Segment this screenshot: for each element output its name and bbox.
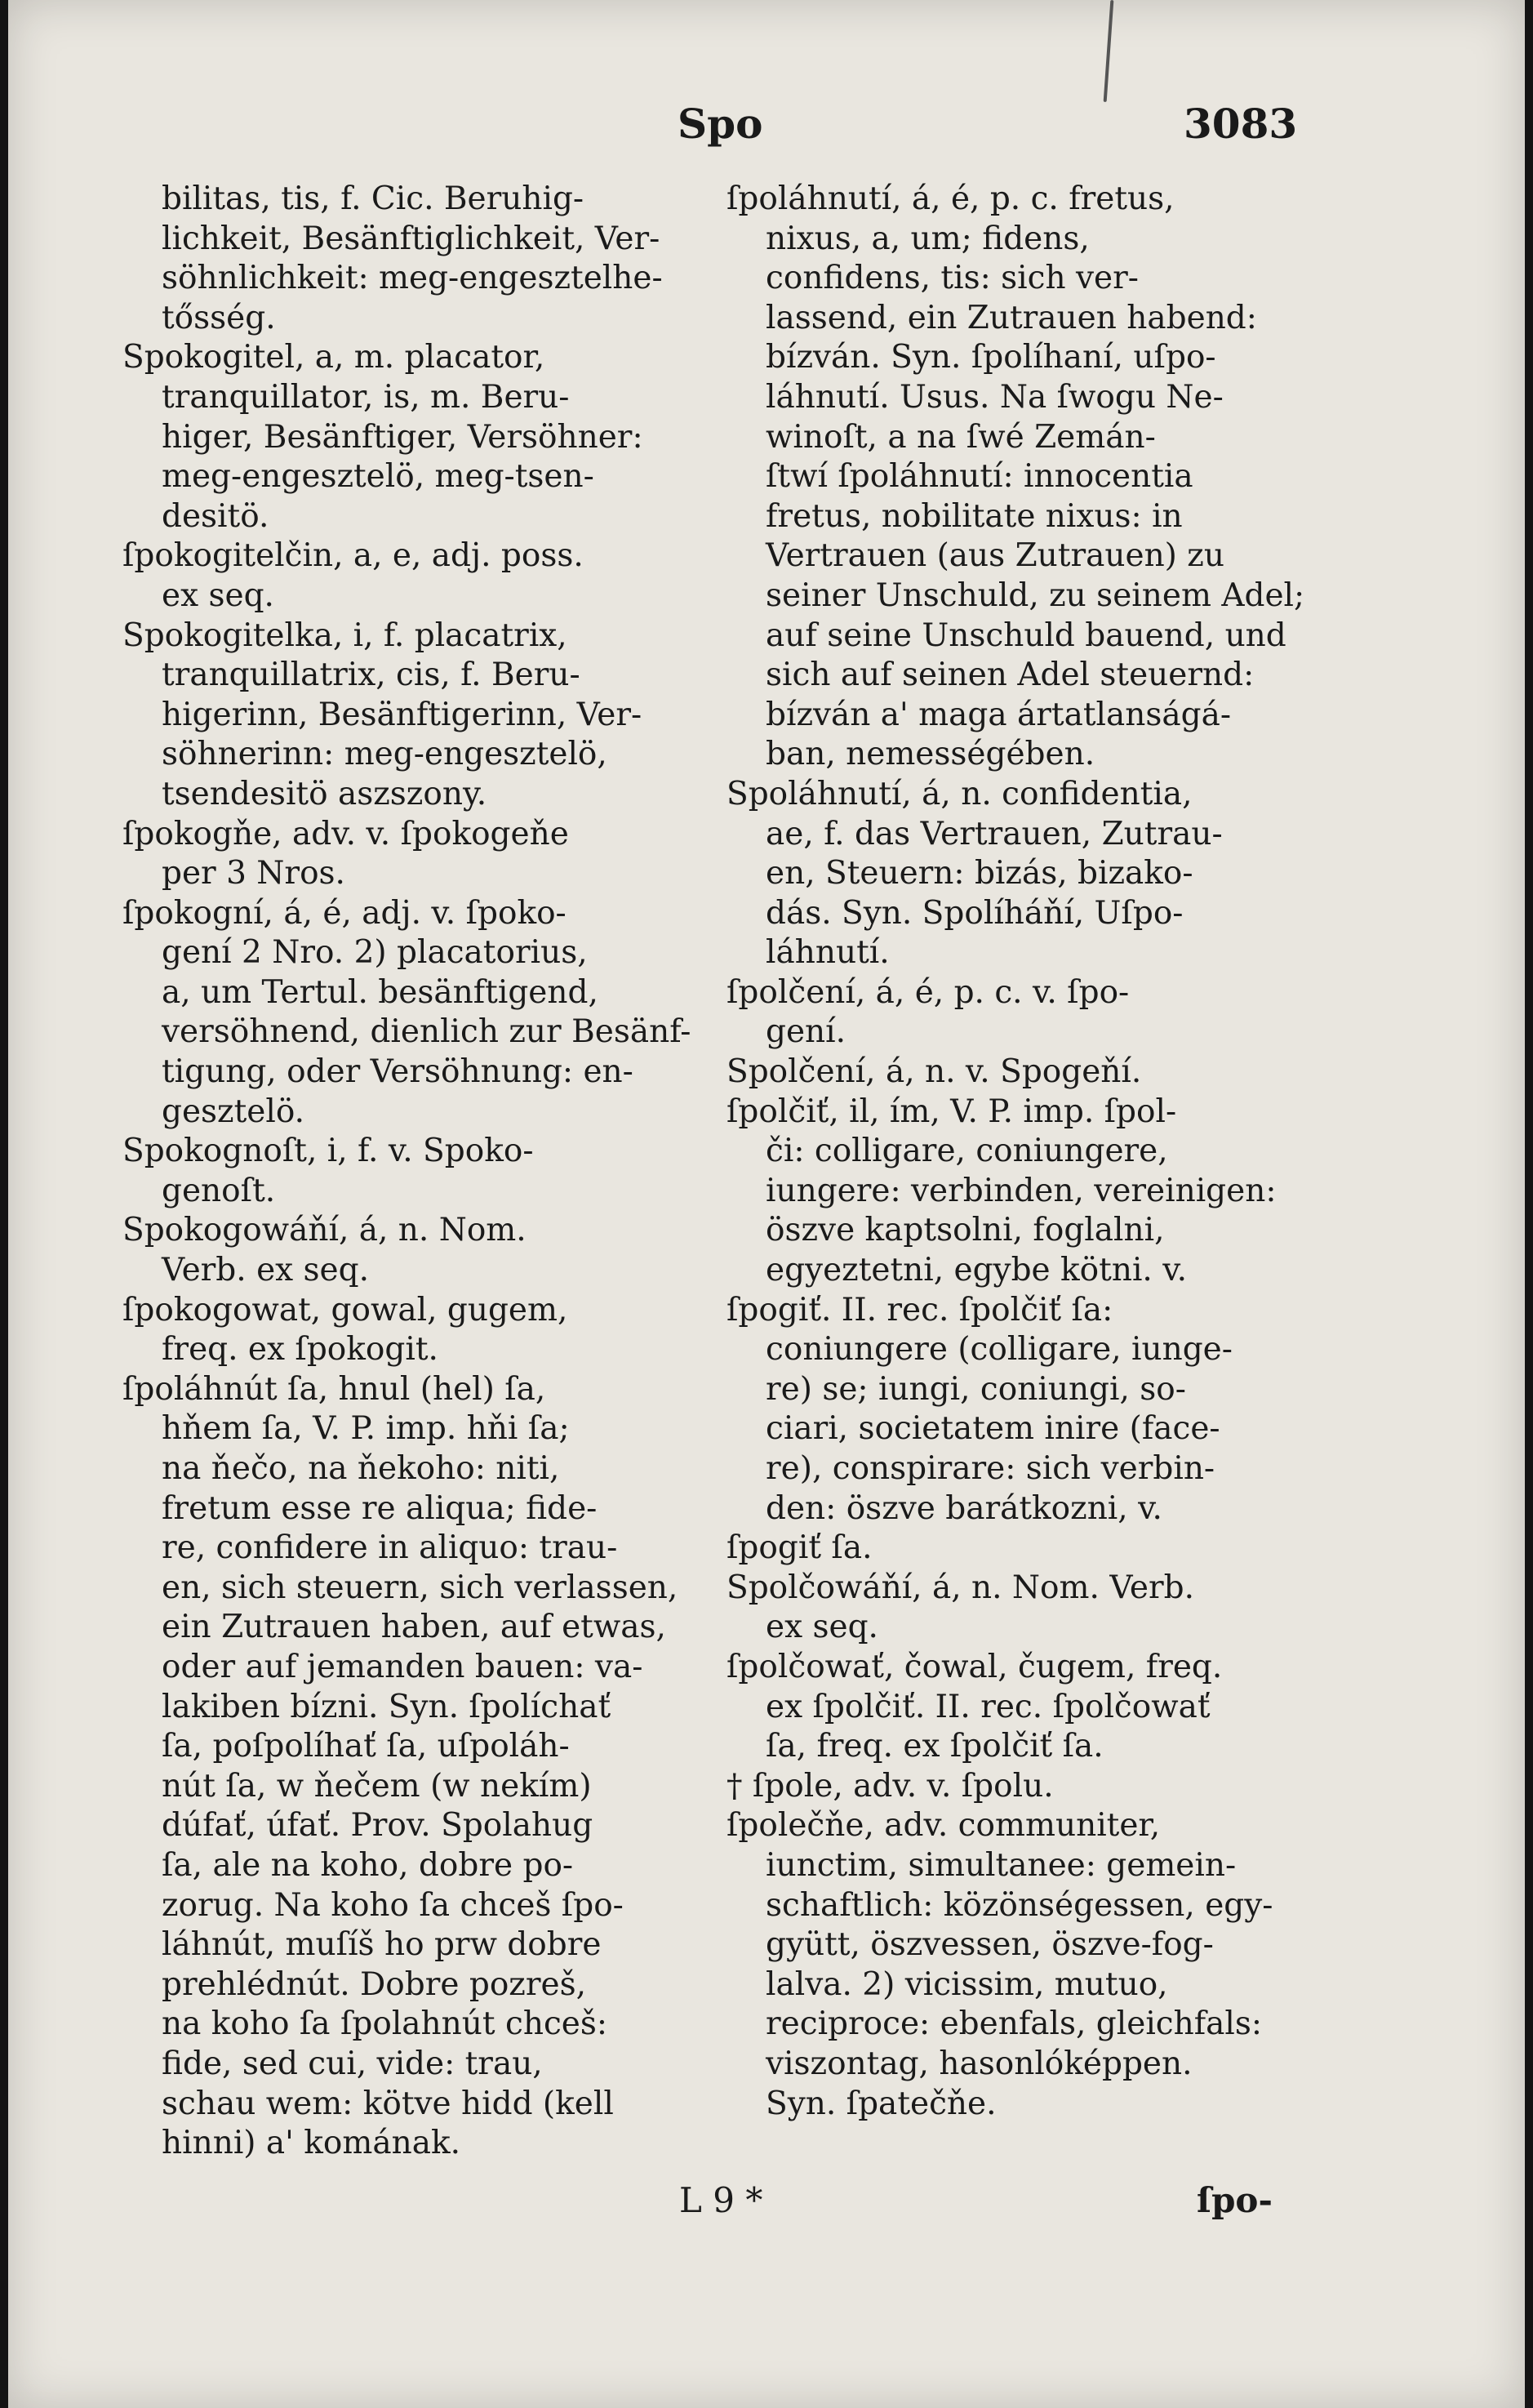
text-line: Vertrauen (aus Zutrauen) zu xyxy=(766,537,1224,575)
catchword: ſpo- xyxy=(1197,2180,1273,2220)
text-line: ſpogiť ſa. xyxy=(727,1529,873,1567)
text-line: ſpolčení, á, é, p. c. v. ſpo- xyxy=(727,973,1130,1011)
text-line: láhnút, muſíš ho prw dobre xyxy=(162,1926,602,1964)
text-line: zorug. Na koho ſa chceš ſpo- xyxy=(162,1886,624,1924)
text-line: ſpogiť. II. rec. ſpolčiť ſa: xyxy=(727,1291,1113,1329)
text-line: lalva. 2) vicissim, mutuo, xyxy=(766,1965,1168,2003)
text-line: söhnerinn: meg-engesztelö, xyxy=(162,736,607,773)
text-line: ex seq. xyxy=(162,576,274,614)
text-line: ſpokogitelčin, a, e, adj. poss. xyxy=(122,537,584,575)
text-line: versöhnend, dienlich zur Besänf- xyxy=(162,1013,691,1051)
text-line: ſpokogní, á, é, adj. v. ſpoko- xyxy=(122,894,567,932)
text-line: coniungere (colligare, iunge- xyxy=(766,1331,1233,1369)
running-head-word: Spo xyxy=(678,100,763,148)
text-line: winoſt, a na ſwé Zemán- xyxy=(766,418,1156,456)
text-line: gesztelö. xyxy=(162,1093,305,1130)
text-line: desitö. xyxy=(162,497,269,535)
text-line: tigung, oder Versöhnung: en- xyxy=(162,1053,633,1091)
text-line: tranquillatrix, cis, f. Beru- xyxy=(162,657,580,694)
text-line: genoſt. xyxy=(162,1172,276,1209)
dictionary-page xyxy=(8,0,1525,2408)
text-line: Spoláhnutí, á, n. confidentia, xyxy=(727,775,1193,812)
text-line: oder auf jemanden bauen: va- xyxy=(162,1648,643,1685)
text-line: fretum esse re aliqua; fide- xyxy=(162,1489,598,1527)
text-line: viszontag, hasonlóképpen. xyxy=(766,2045,1193,2082)
text-line: reciproce: ebenfals, gleichfals: xyxy=(766,2005,1263,2043)
text-line: gení 2 Nro. 2) placatorius, xyxy=(162,934,588,972)
text-line: gyütt, öszvessen, öszve-fog- xyxy=(766,1926,1214,1964)
text-line: nút ſa, w ňečem (w nekím) xyxy=(162,1767,592,1805)
text-line: ſpolčowať, čowal, čugem, freq. xyxy=(727,1648,1223,1685)
text-line: Spokogitelka, i, f. placatrix, xyxy=(122,616,567,654)
text-line: na koho ſa ſpolahnút chceš: xyxy=(162,2005,608,2043)
text-line: Spolčení, á, n. v. Spogeňí. xyxy=(727,1053,1142,1091)
text-line: fretus, nobilitate nixus: in xyxy=(766,497,1183,535)
text-line: Spolčowáňí, á, n. Nom. Verb. xyxy=(727,1569,1194,1606)
text-line: ſtwí ſpoláhnutí: innocentia xyxy=(766,458,1193,496)
right-column xyxy=(727,180,1314,2124)
text-line: ſpokogňe, adv. v. ſpokogeňe xyxy=(122,815,569,852)
text-line: auf seine Unschuld bauend, und xyxy=(766,616,1286,654)
text-line: confidens, tis: sich ver- xyxy=(766,260,1139,297)
text-line: ein Zutrauen haben, auf etwas, xyxy=(162,1609,666,1646)
text-line: öszve kaptsolni, foglalni, xyxy=(766,1212,1165,1249)
text-line: Syn. ſpatečňe. xyxy=(766,2085,997,2122)
text-line: en, sich steuern, sich verlassen, xyxy=(162,1569,678,1606)
text-line: ban, nemességében. xyxy=(766,736,1095,773)
text-line: ſa, freq. ex ſpolčiť ſa. xyxy=(766,1728,1104,1765)
text-line: meg-engesztelö, meg-tsen- xyxy=(162,458,594,496)
text-line: bízván a' maga ártatlanságá- xyxy=(766,696,1231,733)
text-line: na ňečo, na ňekoho: niti, xyxy=(162,1450,560,1487)
text-line: či: colligare, coniungere, xyxy=(766,1133,1168,1170)
text-line: iunctim, simultanee: gemein- xyxy=(766,1846,1237,1884)
text-line: en, Steuern: bizás, bizako- xyxy=(766,855,1193,892)
text-line: láhnutí. xyxy=(766,934,890,972)
text-line: higerinn, Besänftigerinn, Ver- xyxy=(162,696,642,733)
text-line: schau wem: kötve hidd (kell xyxy=(162,2085,614,2122)
text-line: ſpoláhnutí, á, é, p. c. fretus, xyxy=(727,180,1175,217)
text-line: Spokognoſt, i, f. v. Spoko- xyxy=(122,1133,534,1170)
text-line: nixus, a, um; fidens, xyxy=(766,220,1090,257)
text-line: Spokogowáňí, á, n. Nom. xyxy=(122,1212,527,1249)
text-line: tsendesitö aszszony. xyxy=(162,775,487,812)
text-line: ſpolčiť, il, ím, V. P. imp. ſpol- xyxy=(727,1093,1177,1130)
text-line: lichkeit, Besänftiglichkeit, Ver- xyxy=(162,220,660,257)
text-line: schaftlich: közönségessen, egy- xyxy=(766,1886,1273,1924)
text-line: ex seq. xyxy=(766,1609,878,1646)
text-line: freq. ex ſpokogit. xyxy=(162,1331,438,1369)
text-line: ſpoláhnút ſa, hnul (hel) ſa, xyxy=(122,1370,546,1408)
text-line: hňem ſa, V. P. imp. hňi ſa; xyxy=(162,1410,570,1448)
text-line: söhnlichkeit: meg-engesztelhe- xyxy=(162,260,663,297)
text-line: tranquillator, is, m. Beru- xyxy=(162,378,570,416)
text-line: higer, Besänftiger, Versöhner: xyxy=(162,418,643,456)
page-crease-mark xyxy=(1104,0,1114,102)
text-line: Verb. ex seq. xyxy=(162,1252,369,1289)
text-line: dúfať, úfať. Prov. Spolahug xyxy=(162,1807,593,1845)
text-line: sich auf seinen Adel steuernd: xyxy=(766,657,1255,694)
text-line: gení. xyxy=(766,1013,846,1051)
text-line: ſa, ale na koho, dobre po- xyxy=(162,1846,574,1884)
text-line: ſa, poſpolíhať ſa, uſpoláh- xyxy=(162,1728,570,1765)
text-line: prehlédnút. Dobre pozreš, xyxy=(162,1965,586,2003)
text-line: re), conspirare: sich verbin- xyxy=(766,1450,1215,1487)
text-line: fide, sed cui, vide: trau, xyxy=(162,2045,543,2082)
text-line: iungere: verbinden, vereinigen: xyxy=(766,1172,1277,1209)
text-line: ex ſpolčiť. II. rec. ſpolčowať xyxy=(766,1688,1211,1725)
text-line: Spokogitel, a, m. placator, xyxy=(122,339,545,376)
left-column xyxy=(122,180,710,2164)
signature-mark: L 9 * xyxy=(679,2180,763,2220)
text-line: ciari, societatem inire (face- xyxy=(766,1410,1220,1448)
text-line: egyeztetni, egybe kötni. v. xyxy=(766,1252,1188,1289)
text-line: per 3 Nros. xyxy=(162,855,345,892)
text-line: bilitas, tis, f. Cic. Beruhig- xyxy=(162,180,584,217)
text-line: den: öszve barátkozni, v. xyxy=(766,1489,1162,1527)
text-line: re) se; iungi, coniungi, so- xyxy=(766,1370,1186,1408)
text-line: dás. Syn. Spolíháňí, Uſpo- xyxy=(766,894,1184,932)
text-line: † ſpole, adv. v. ſpolu. xyxy=(727,1767,1054,1805)
page-number: 3083 xyxy=(1184,100,1298,148)
text-line: ſpokogowat, gowal, gugem, xyxy=(122,1291,568,1329)
text-line: seiner Unschuld, zu seinem Adel; xyxy=(766,576,1305,614)
text-line: a, um Tertul. besänftigend, xyxy=(162,973,598,1011)
text-line: lassend, ein Zutrauen habend: xyxy=(766,299,1257,336)
text-line: hinni) a' komának. xyxy=(162,2125,461,2162)
text-line: lakiben bízni. Syn. ſpolíchať xyxy=(162,1688,611,1725)
text-line: bízván. Syn. ſpolíhaní, uſpo- xyxy=(766,339,1216,376)
text-line: re, confidere in aliquo: trau- xyxy=(162,1529,618,1567)
text-line: ae, f. das Vertrauen, Zutrau- xyxy=(766,815,1223,852)
text-line: ſpolečňe, adv. communiter, xyxy=(727,1807,1161,1845)
text-line: láhnutí. Usus. Na ſwogu Ne- xyxy=(766,378,1224,416)
text-line: tősség. xyxy=(162,299,276,336)
